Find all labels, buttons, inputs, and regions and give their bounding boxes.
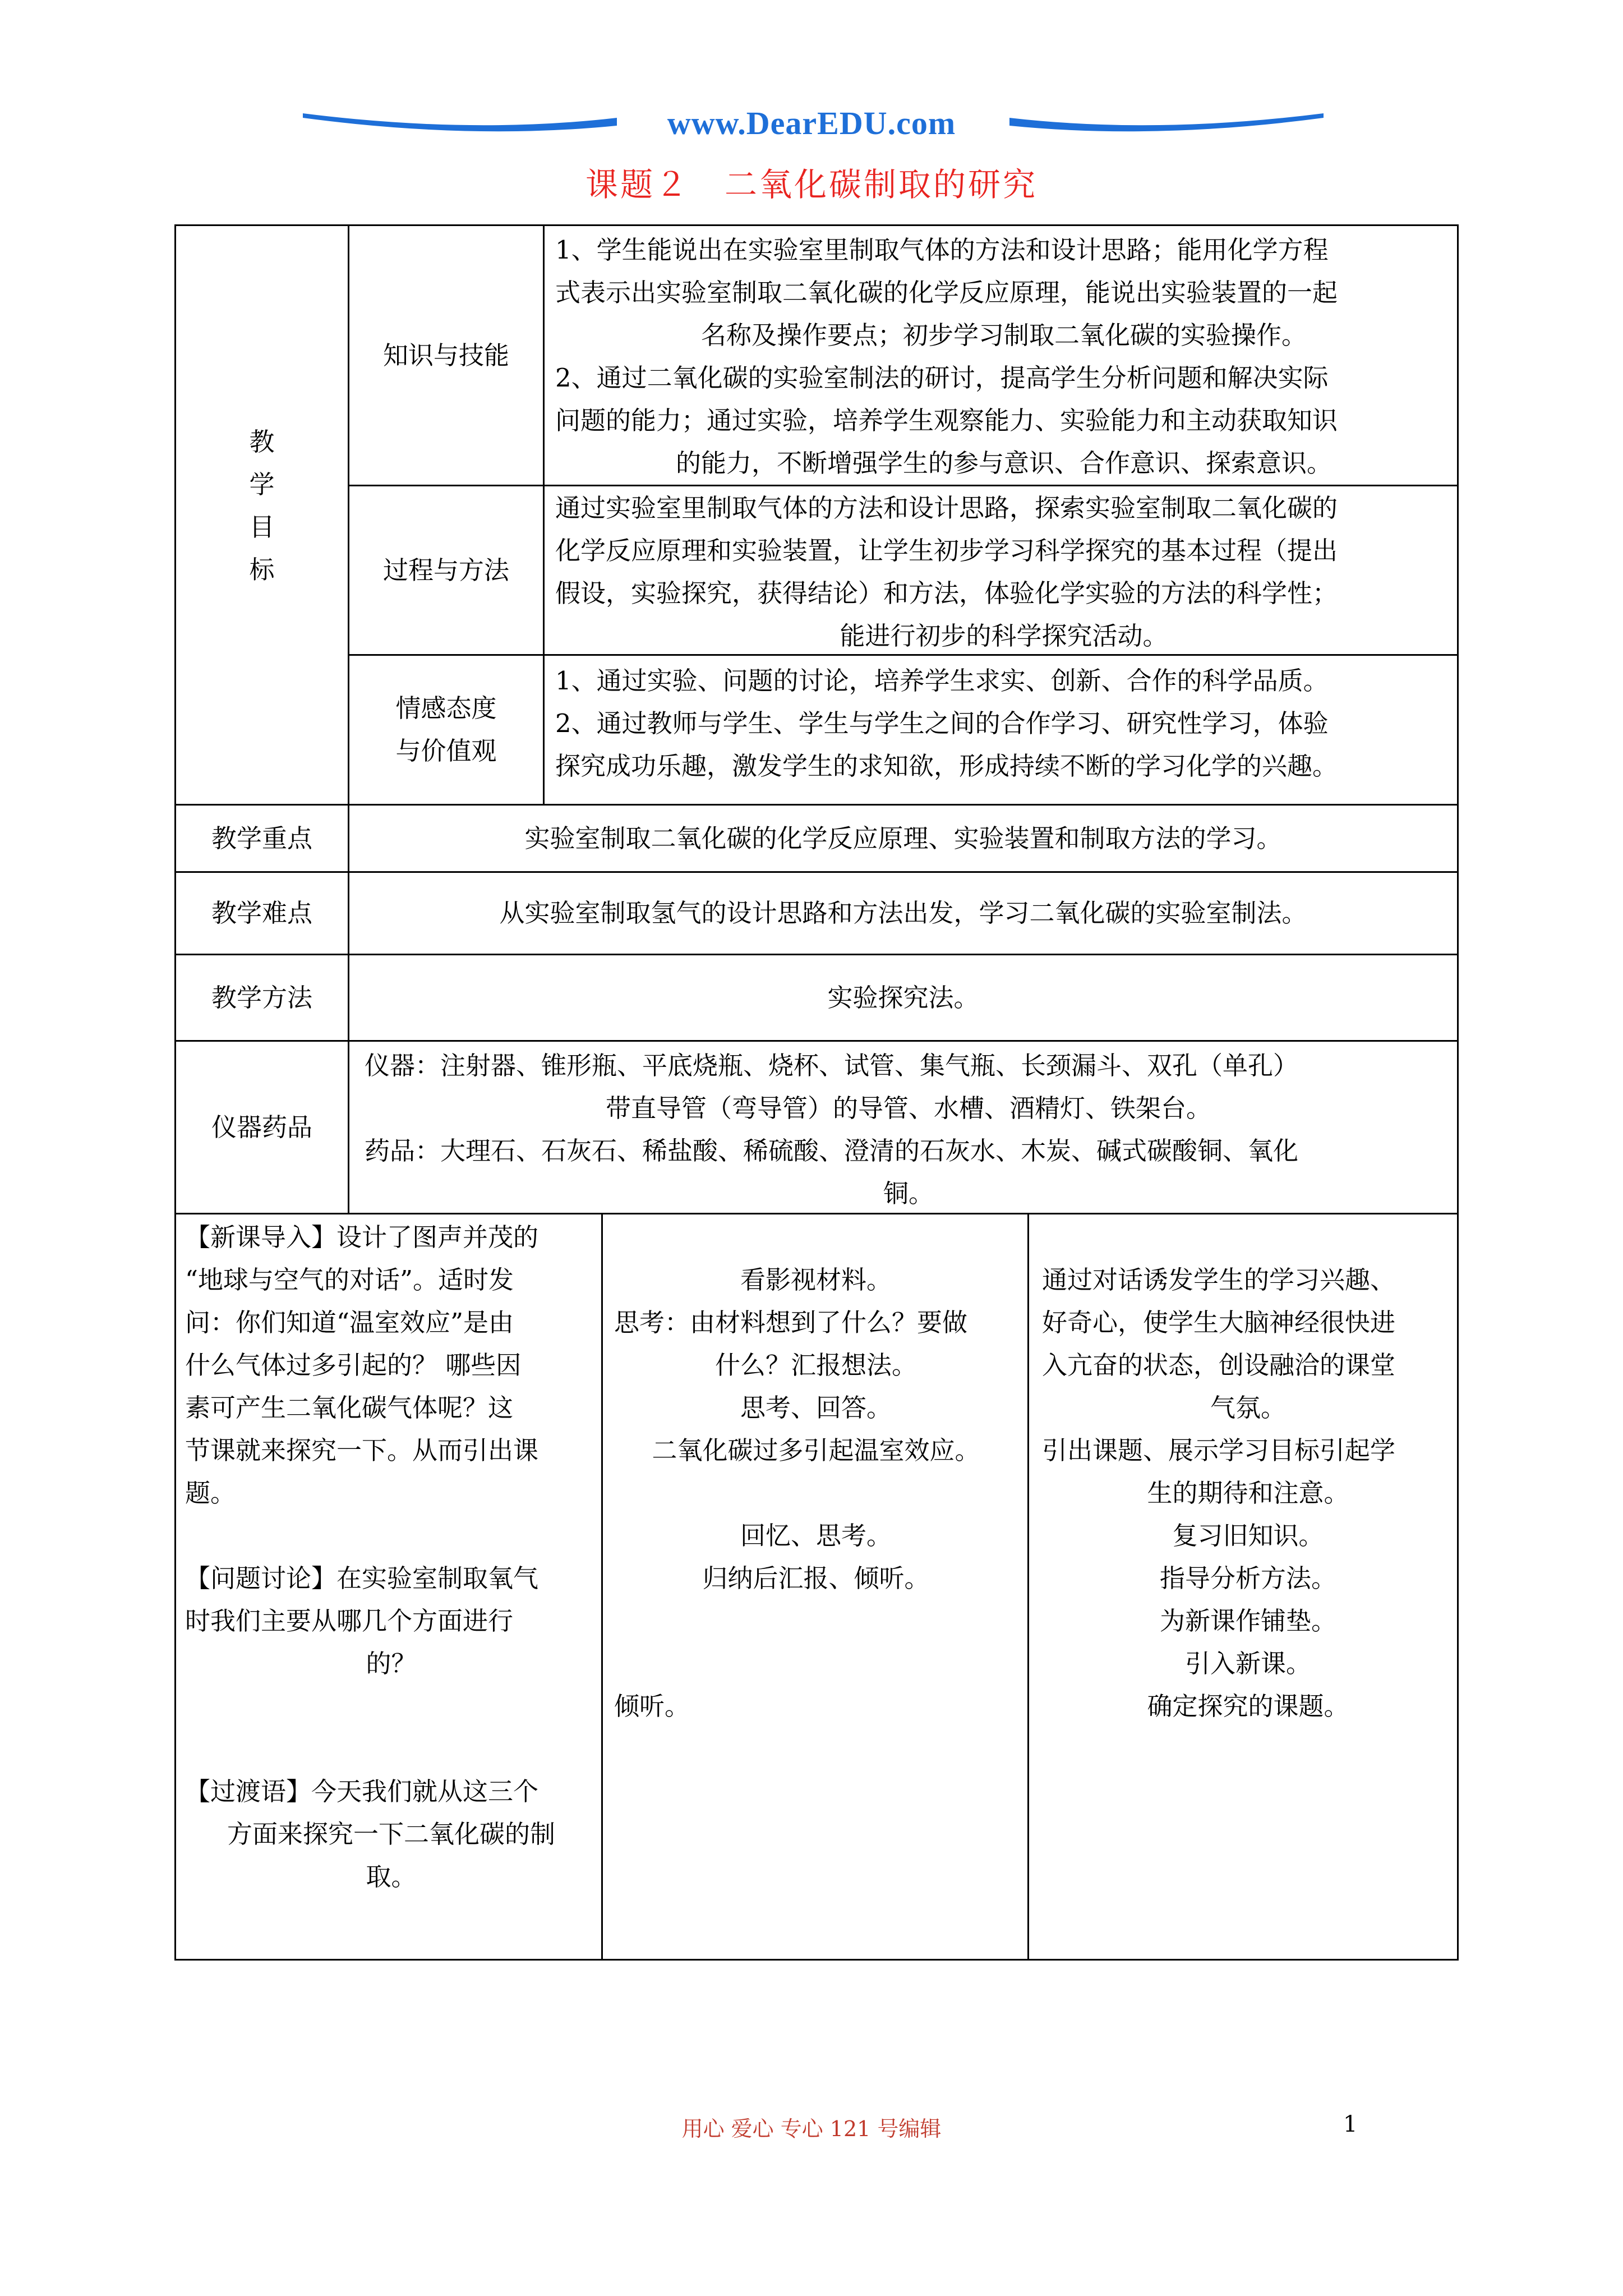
text-line: 什么气体过多引起的？ 哪些因	[185, 1350, 522, 1380]
text-line: 2、通过教师与学生、学生与学生之间的合作学习、研究性学习，体验	[555, 708, 1329, 738]
text-line: 引出课题、展示学习目标引起学	[1042, 1435, 1396, 1465]
page-title: 课题２ 二氧化碳制取的研究	[585, 165, 1038, 204]
text-line: 的？	[366, 1649, 417, 1678]
objectives-label-char: 教	[249, 427, 275, 457]
row-text: 从实验室制取氢气的设计思路和方法出发，学习二氧化碳的实验室制法。	[499, 898, 1307, 928]
method-text	[349, 955, 1457, 1040]
difficulty-label	[176, 873, 348, 954]
category-label: 与价值观	[395, 736, 497, 766]
site-logo[interactable]: www.DearEDU.com	[667, 105, 956, 141]
text-line: 归纳后汇报、倾听。	[702, 1563, 930, 1593]
text-line: 的能力，不断增强学生的参与意识、合作意识、探索意识。	[675, 448, 1332, 478]
objectives-label-char: 标	[249, 555, 275, 585]
text-line: 二氧化碳过多引起温室效应。	[652, 1435, 980, 1465]
text-line: 方面来探究一下二氧化碳的制	[227, 1819, 555, 1849]
row-label: 教学难点	[211, 898, 312, 928]
text-line: 能进行初步的科学探究活动。	[840, 621, 1168, 651]
text-line: 时我们主要从哪几个方面进行	[185, 1606, 514, 1636]
materials-text	[365, 1045, 1453, 1215]
method-label	[176, 955, 348, 1040]
text-line: 铜。	[883, 1179, 934, 1208]
text-line: 节课就来探究一下。从而引出课	[185, 1435, 539, 1465]
row-text: 实验探究法。	[827, 982, 979, 1013]
category-label: 过程与方法	[382, 555, 509, 585]
text-line: 确定探究的课题。	[1147, 1691, 1349, 1721]
text-line	[614, 1600, 1018, 1642]
footer-text: 用心 爱心 专心 121 号编辑	[681, 2116, 942, 2141]
text-line: 假设，实验探究，获得结论）和方法，体验化学实验的方法的科学性；	[555, 578, 1338, 608]
text-line: “地球与空气的对话”。适时发	[185, 1265, 514, 1295]
category-label: 知识与技能	[382, 340, 509, 370]
materials-label	[176, 1042, 348, 1213]
objectives-label	[176, 421, 348, 591]
text-line: 复习旧知识。	[1172, 1521, 1324, 1550]
objectives-label-char: 目	[249, 512, 275, 542]
text-line: 【新课导入】设计了图声并茂的	[185, 1222, 539, 1252]
text-line: 生的期待和注意。	[1147, 1478, 1349, 1508]
design-intent	[1042, 1216, 1454, 1728]
text-line: 为新课作铺垫。	[1159, 1606, 1336, 1636]
text-line: 思考：由材料想到了什么？要做	[614, 1308, 968, 1337]
category-label: 情感态度	[395, 693, 497, 723]
difficulty-text	[349, 873, 1457, 954]
student-activity	[614, 1216, 1018, 1728]
text-line	[614, 1216, 1018, 1259]
text-line: 化学反应原理和实验装置，让学生初步学习科学探究的基本过程（提出	[555, 536, 1338, 565]
text-line	[1042, 1216, 1454, 1259]
text-line: 问题的能力；通过实验，培养学生观察能力、实验能力和主动获取知识	[555, 406, 1338, 435]
attitude-text	[555, 660, 1453, 788]
text-line: 题。	[185, 1478, 236, 1508]
text-line	[185, 1728, 597, 1770]
text-line: 取。	[366, 1862, 417, 1892]
key-point-label	[176, 806, 348, 871]
text-line: 2、通过二氧化碳的实验室制法的研讨，提高学生分析问题和解决实际	[555, 363, 1329, 393]
text-line: 1、学生能说出在实验室里制取气体的方法和设计思路；能用化学方程	[555, 235, 1329, 265]
key-point-text	[349, 806, 1457, 871]
text-line: 指导分析方法。	[1159, 1563, 1336, 1593]
row-text: 实验室制取二氧化碳的化学反应原理、实验装置和制取方法的学习。	[524, 823, 1282, 853]
text-line: 仪器：注射器、锥形瓶、平底烧瓶、烧杯、试管、集气瓶、长颈漏斗、双孔（单孔）	[365, 1051, 1299, 1080]
row-label: 仪器药品	[211, 1112, 312, 1142]
text-line: 倾听。	[614, 1691, 690, 1721]
text-line: 通过对话诱发学生的学习兴趣、	[1042, 1265, 1396, 1295]
page-number: 1	[1343, 2111, 1358, 2137]
text-line: 看影视材料。	[740, 1265, 892, 1295]
text-line: 什么？汇报想法。	[714, 1350, 917, 1380]
text-line: 探究成功乐趣，激发学生的求知欲，形成持续不断的学习化学的兴趣。	[555, 751, 1338, 781]
text-line: 问：你们知道“温室效应”是由	[185, 1308, 514, 1337]
teacher-activity	[185, 1216, 597, 1898]
text-line	[185, 1515, 597, 1557]
text-line: 【问题讨论】在实验室制取氧气	[185, 1563, 539, 1593]
text-line: 引入新课。	[1184, 1649, 1311, 1678]
text-line	[614, 1472, 1018, 1515]
row-label: 教学重点	[211, 823, 312, 853]
text-line: 入亢奋的状态，创设融洽的课堂	[1042, 1350, 1396, 1380]
text-line	[614, 1642, 1018, 1685]
row-label: 教学方法	[211, 982, 312, 1013]
text-line: 式表示出实验室制取二氧化碳的化学反应原理，能说出实验装置的一起	[555, 278, 1338, 307]
category-process	[349, 486, 543, 654]
text-line: 1、通过实验、问题的讨论，培养学生求实、创新、合作的科学品质。	[555, 666, 1329, 696]
category-knowledge	[349, 226, 543, 485]
text-line: 带直导管（弯导管）的导管、水槽、酒精灯、铁架台。	[605, 1093, 1211, 1123]
category-attitude	[349, 656, 543, 804]
process-text	[555, 487, 1453, 657]
text-line: 气氛。	[1210, 1393, 1286, 1423]
text-line: 通过实验室里制取气体的方法和设计思路，探索实验室制取二氧化碳的	[555, 493, 1338, 523]
text-line: 药品：大理石、石灰石、稀盐酸、稀硫酸、澄清的石灰水、木炭、碱式碳酸铜、氧化	[365, 1136, 1299, 1166]
text-line: 名称及操作要点；初步学习制取二氧化碳的实验操作。	[700, 320, 1307, 350]
text-line	[185, 1685, 597, 1728]
text-line: 思考、回答。	[740, 1393, 892, 1423]
text-line: 【过渡语】今天我们就从这三个	[185, 1777, 539, 1806]
text-line: 回忆、思考。	[740, 1521, 892, 1550]
objectives-label-char: 学	[249, 470, 275, 499]
knowledge-text	[555, 229, 1453, 485]
text-line: 素可产生二氧化碳气体呢？这	[185, 1393, 514, 1423]
text-line: 好奇心，使学生大脑神经很快进	[1042, 1308, 1396, 1337]
